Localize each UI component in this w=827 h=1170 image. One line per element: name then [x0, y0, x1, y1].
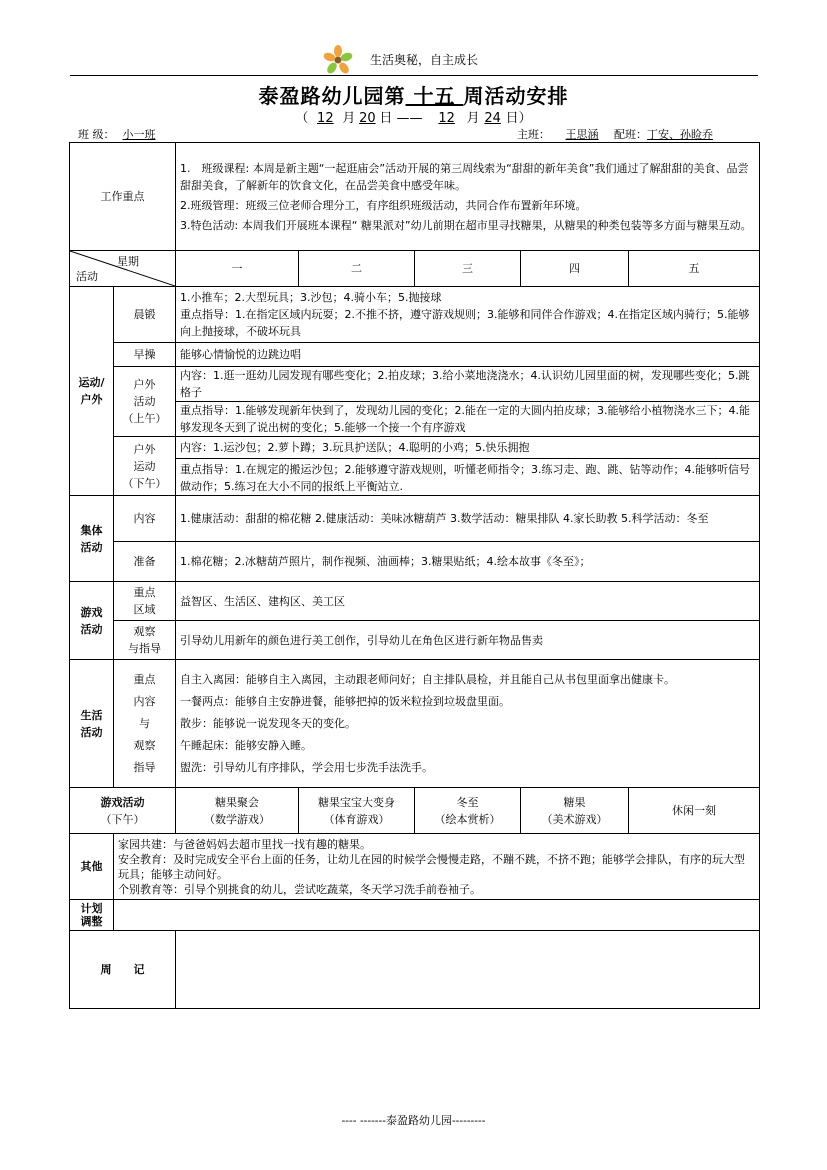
- morning-label: 晨锻: [114, 287, 176, 343]
- start-day: 20: [359, 111, 376, 126]
- notes-row: [70, 931, 760, 1009]
- schedule-table: [69, 142, 760, 1009]
- other-line: 安全教育：及时完成安全平台上面的任务，让幼儿在园的时候学会慢慢走路，不蹦不跳，不挤不跑；能够学会排队，有序的玩大型玩具；能够主动问好。: [118, 852, 745, 881]
- end-day: 24: [484, 111, 501, 126]
- title-prefix: 泰盈路幼儿园第: [258, 84, 406, 108]
- date-range: [0, 107, 827, 126]
- group-prep-label: 准备: [114, 542, 176, 582]
- sport-label-line: 户外: [80, 393, 103, 406]
- week-label: 星期: [117, 255, 139, 268]
- group-label-line: 集体: [80, 523, 103, 537]
- plan-label-line: 调整: [80, 915, 103, 928]
- game-label-line: 活动: [80, 622, 103, 636]
- sport-section-label: [70, 287, 114, 496]
- class-label: 班 级：: [78, 128, 115, 141]
- life-line: 盥洗：引导幼儿有序排队，学会用七步洗手法洗手。: [180, 760, 433, 774]
- game-type: （美术游戏）: [541, 812, 608, 826]
- life-row: [70, 660, 760, 788]
- focus-row: [70, 143, 760, 251]
- week-activity-corner: [70, 251, 176, 287]
- focus-line: 1. 班级课程: 本周是新主题“一起逛庙会”活动开展的第三周线索为“甜甜的新年美食”我们通过了解甜甜的美食、品尝甜甜美食，了解新年的饮食文化，在品尝美食中感受年味。: [180, 161, 749, 192]
- start-month: 12: [317, 111, 334, 126]
- life-sub-label-line: 重点: [133, 672, 156, 686]
- paren-close: 日）: [505, 111, 532, 126]
- game-type: （体育游戏）: [323, 812, 390, 826]
- life-section-label: [70, 660, 114, 788]
- month-label: 月: [466, 111, 480, 126]
- class-value: 小一班: [122, 128, 156, 141]
- life-sub-label-line: 内容: [133, 694, 156, 708]
- life-label-line: 生活: [80, 708, 103, 722]
- game-obs-row: [70, 621, 760, 660]
- morning-guide: 重点指导：1.在指定区域内玩耍；2.不推不挤，遵守游戏规则；3.能够和同伴合作游戏；4.在指定区域内骑行；5.能够向上抛接球，不破坏玩具: [180, 308, 750, 338]
- morning-content: [176, 287, 760, 343]
- flower-logo-icon: [322, 44, 354, 76]
- game-type: （绘本赏析）: [434, 812, 501, 826]
- game-name: 糖果聚会: [215, 795, 259, 809]
- teacher-label: 主班：: [517, 128, 550, 141]
- meta-row: [78, 126, 758, 142]
- outdoor-am-label-line: 户外: [133, 378, 156, 391]
- focus-line: 3.特色活动: 本周我们开展班本课程“ 糖果派对”幼儿前期在超市里寻找糖果，从糖果的种类包装等多方面与糖果互动。: [180, 218, 752, 232]
- life-line: 一餐两点：能够自主安静进餐，能够把掉的饭米粒捡到垃圾盘里面。: [180, 694, 510, 708]
- date-separator: ——: [396, 111, 423, 126]
- life-line: 自主入离园：能够自主入离园，主动跟老师问好；自主排队晨检，并且能自己从书包里面拿出健康卡。: [180, 672, 675, 686]
- afternoon-game-row: [70, 788, 760, 834]
- afternoon-label: [70, 788, 176, 834]
- outdoor-am-guide: 重点指导：1.能够发现新年快到了，发现幼儿园的变化；2.能在一定的大圆内拍皮球；3.能够给小植物浇水三下；4.能够发现冬天到了说出树的变化；5.能够一个接一个有序游戏: [176, 401, 759, 436]
- page-title: [0, 80, 827, 109]
- month-label: 月: [342, 111, 356, 126]
- group-label-line: 活动: [80, 540, 103, 554]
- day-friday: 五: [629, 251, 760, 287]
- notes-content[interactable]: [176, 931, 760, 1009]
- game-area-label-line: 区域: [133, 603, 156, 616]
- end-month: 12: [438, 111, 455, 126]
- afternoon-game-tue: [299, 788, 415, 834]
- exercise-content: 能够心情愉悦的边跳边唱: [176, 343, 760, 367]
- life-sub-label-line: 与: [139, 716, 150, 730]
- outdoor-pm-content: [176, 437, 760, 496]
- day-tuesday: 二: [299, 251, 415, 287]
- page-header: [70, 40, 758, 76]
- day-label: 日: [379, 111, 393, 126]
- game-name: 休闲一刻: [672, 804, 717, 817]
- slogan: 生活奥秘，自主成长: [370, 53, 479, 67]
- game-obs: 引导幼儿用新年的颜色进行美工创作，引导幼儿在角色区进行新年物品售卖: [176, 621, 760, 660]
- other-line: 家园共建：与爸爸妈妈去超市里找一找有趣的糖果。: [118, 837, 371, 851]
- outdoor-am-content: [176, 367, 760, 437]
- plan-label: [70, 900, 114, 931]
- other-line: 个别教育等：引导个别挑食的幼儿，尝试吃蔬菜，冬天学习洗手前卷袖子。: [118, 882, 481, 896]
- outdoor-pm-label: [114, 437, 176, 496]
- game-obs-label-line: 观察: [133, 625, 156, 638]
- outdoor-pm-items: 内容：1.运沙包；2.萝卜蹲；3.玩具护送队；4.聪明的小鸡；5.快乐拥抱: [180, 441, 530, 454]
- life-sub-label: [114, 660, 176, 788]
- game-type: （数学游戏）: [204, 812, 270, 826]
- game-obs-label: [114, 621, 176, 660]
- assist-label: 配班：: [614, 128, 647, 141]
- afternoon-label-line: （下午）: [100, 812, 145, 826]
- other-content: [114, 834, 760, 900]
- outdoor-am-items: 内容：1.逛一逛幼儿园发现有哪些变化；2.拍皮球；3.给小菜地浇浇水；4.认识幼儿园里面的树，发现哪些变化；5.跳格子: [180, 369, 750, 399]
- page-footer: ---- -------泰盈路幼儿园---------: [341, 1114, 486, 1127]
- plan-content[interactable]: [114, 900, 760, 931]
- game-label-line: 游戏: [80, 605, 103, 619]
- game-section-label: [70, 582, 114, 660]
- group-content: 1.健康活动：甜甜的棉花糖 2.健康活动：美味冰糖葫芦 3.数学活动：糖果排队 4.家长助教 5.科学活动：冬至: [176, 496, 760, 542]
- focus-line: 2.班级管理：班级三位老师合理分工，有序组织班级活动，共同合作布置新年环境。: [180, 198, 587, 212]
- other-label: 其他: [70, 834, 114, 900]
- game-name: 糖果: [563, 795, 586, 809]
- paren-open: （: [295, 111, 309, 126]
- game-area: 益智区、生活区、建构区、美工区: [176, 582, 760, 621]
- exercise-row: [70, 343, 760, 367]
- morning-exercise-row: [70, 287, 760, 343]
- teacher-value: 王思涵: [565, 128, 599, 141]
- focus-content: [176, 143, 760, 251]
- game-area-label: [114, 582, 176, 621]
- game-area-label-line: 重点: [133, 586, 156, 599]
- outdoor-pm-label-line: 运动: [133, 459, 156, 473]
- plan-label-line: 计划: [80, 902, 103, 915]
- life-content: [176, 660, 760, 788]
- afternoon-game-fri: [629, 788, 760, 834]
- game-area-row: [70, 582, 760, 621]
- afternoon-game-mon: [176, 788, 299, 834]
- life-line: 午睡起床：能够安静入睡。: [180, 738, 312, 752]
- activity-label: 活动: [76, 270, 98, 283]
- life-label-line: 活动: [80, 725, 103, 739]
- week-number: 十五: [413, 84, 456, 108]
- group-content-row: [70, 496, 760, 542]
- exercise-label: 早操: [114, 343, 176, 367]
- life-sub-label-line: 指导: [133, 760, 156, 774]
- game-obs-label-line: 与指导: [128, 642, 161, 655]
- afternoon-game-wed: [415, 788, 521, 834]
- morning-items: 1.小推车；2.大型玩具；3.沙包；4.骑小车；5.抛接球: [180, 291, 442, 304]
- other-row: [70, 834, 760, 900]
- outdoor-pm-row: [70, 437, 760, 496]
- game-name: 糖果宝宝大变身: [318, 795, 395, 809]
- assist-value: 丁安、孙睑乔: [647, 128, 713, 141]
- group-content-label: 内容: [114, 496, 176, 542]
- outdoor-am-label-line: （上午）: [122, 412, 167, 425]
- life-sub-label-line: 观察: [133, 738, 156, 752]
- group-section-label: [70, 496, 114, 582]
- header-divider: [70, 75, 758, 76]
- afternoon-label-line: 游戏活动: [100, 795, 145, 809]
- life-line: 散步：能够说一说发现冬天的变化。: [180, 716, 356, 730]
- day-thursday: 四: [521, 251, 629, 287]
- focus-label: 工作重点: [70, 143, 176, 251]
- outdoor-am-label: [114, 367, 176, 437]
- plan-row: [70, 900, 760, 931]
- weekday-header-row: [70, 251, 760, 287]
- game-name: 冬至: [456, 795, 479, 809]
- afternoon-game-thu: [521, 788, 629, 834]
- title-suffix: 周活动安排: [463, 84, 569, 108]
- day-monday: 一: [176, 251, 299, 287]
- outdoor-am-row: [70, 367, 760, 437]
- outdoor-pm-label-line: 户外: [133, 442, 156, 456]
- outdoor-pm-label-line: （下午）: [122, 476, 167, 490]
- group-prep-row: [70, 542, 760, 582]
- outdoor-am-label-line: 活动: [133, 395, 156, 408]
- notes-label: 周 记: [70, 931, 176, 1009]
- sport-label-line: 运动/: [78, 376, 105, 389]
- day-wednesday: 三: [415, 251, 521, 287]
- outdoor-pm-guide: 重点指导：1.在规定的搬运沙包；2.能够遵守游戏规则，听懂老师指令；3.练习走、跑、跳、钻等动作；4.能够听信号做动作；5.练习在大小不同的报纸上平衡站立.: [176, 458, 759, 495]
- group-prep: 1.棉花糖；2.冰糖葫芦照片，制作视频、油画棒；3.糖果贴纸；4.绘本故事《冬至》；: [176, 542, 760, 582]
